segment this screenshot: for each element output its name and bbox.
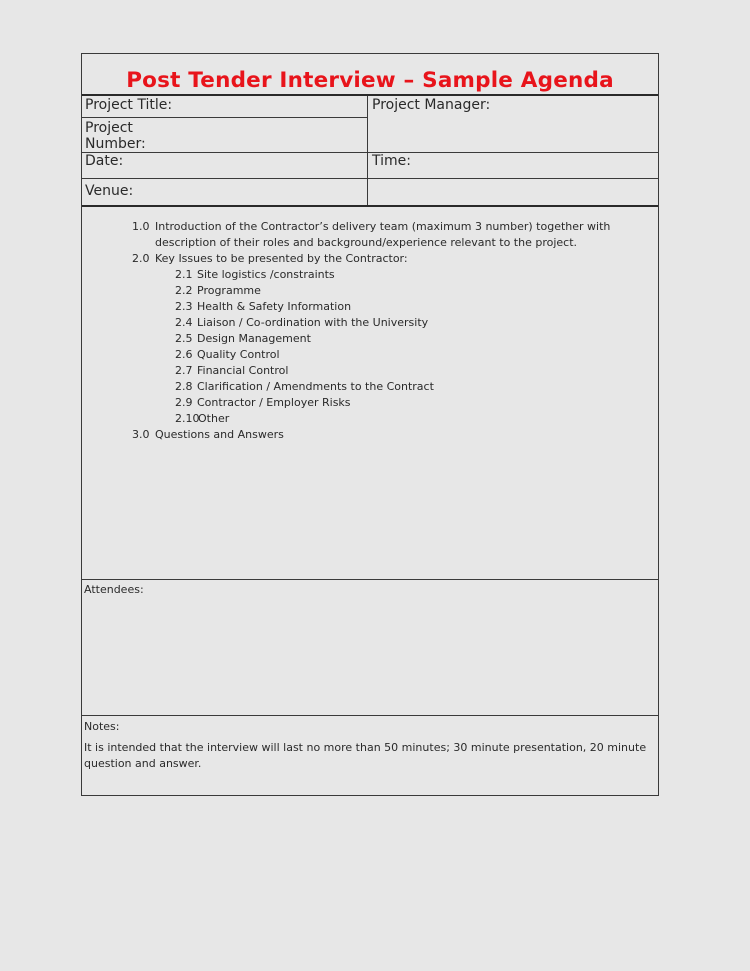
agenda-item-text: Introduction of the Contractor’s delivery team (maximum 3 number) together with xyxy=(155,220,611,233)
agenda-item-number: 3.0 xyxy=(132,428,150,441)
attendees-label: Attendees: xyxy=(84,583,144,596)
row-divider xyxy=(82,152,658,153)
agenda-subitem-text: Financial Control xyxy=(197,364,289,377)
agenda-item-text: Questions and Answers xyxy=(155,428,284,441)
agenda-subitem-text: Programme xyxy=(197,284,261,297)
project-title-label: Project Title: xyxy=(85,97,173,113)
agenda-subitem-text: Contractor / Employer Risks xyxy=(197,396,351,409)
title-band xyxy=(82,54,658,96)
column-divider xyxy=(367,96,368,206)
time-label: Time: xyxy=(372,153,411,169)
row-divider xyxy=(82,178,658,179)
date-label: Date: xyxy=(85,153,124,169)
agenda-subitem-number: 2.3 xyxy=(175,300,193,313)
agenda-subitem-text: Design Management xyxy=(197,332,311,345)
agenda-item-number: 2.0 xyxy=(132,252,150,265)
notes-text: It is intended that the interview will last no more than 50 minutes; 30 minute presentation, 20 minute question and answer. xyxy=(84,741,647,770)
agenda-subitem-text: Liaison / Co-ordination with the University xyxy=(197,316,429,329)
agenda-form xyxy=(81,53,659,796)
project-number-label-line1: Project xyxy=(85,120,133,136)
agenda-subitem-number: 2.1 xyxy=(175,268,193,281)
agenda-subitem-number: 2.9 xyxy=(175,396,193,409)
agenda-subitem-text: Quality Control xyxy=(197,348,280,361)
agenda-subitem-text: Site logistics /constraints xyxy=(197,268,335,281)
row-divider xyxy=(82,205,658,207)
notes-label: Notes: xyxy=(84,720,120,733)
page-title: Post Tender Interview – Sample Agenda xyxy=(126,68,614,93)
agenda-subitem-number: 2.10 xyxy=(175,412,200,425)
agenda-subitem-text: Clarification / Amendments to the Contract xyxy=(197,380,434,393)
agenda-item-number: 1.0 xyxy=(132,220,150,233)
agenda-subitem-number: 2.7 xyxy=(175,364,193,377)
agenda-subitem-number: 2.6 xyxy=(175,348,193,361)
section-divider xyxy=(82,579,658,580)
section-divider xyxy=(82,715,658,716)
agenda-subitem-number: 2.2 xyxy=(175,284,193,297)
project-number-label-line2: Number: xyxy=(85,136,146,152)
agenda-item-text: Key Issues to be presented by the Contractor: xyxy=(155,252,408,265)
agenda-subitem-text: Other xyxy=(198,412,230,425)
agenda-subitem-number: 2.8 xyxy=(175,380,193,393)
agenda-item-text: description of their roles and background/experience relevant to the project. xyxy=(155,236,578,249)
row-divider xyxy=(82,117,367,118)
agenda-subitem-number: 2.4 xyxy=(175,316,193,329)
agenda-subitem-text: Health & Safety Information xyxy=(197,300,352,313)
project-manager-label: Project Manager: xyxy=(372,97,491,113)
venue-label: Venue: xyxy=(85,183,134,199)
agenda-subitem-number: 2.5 xyxy=(175,332,193,345)
